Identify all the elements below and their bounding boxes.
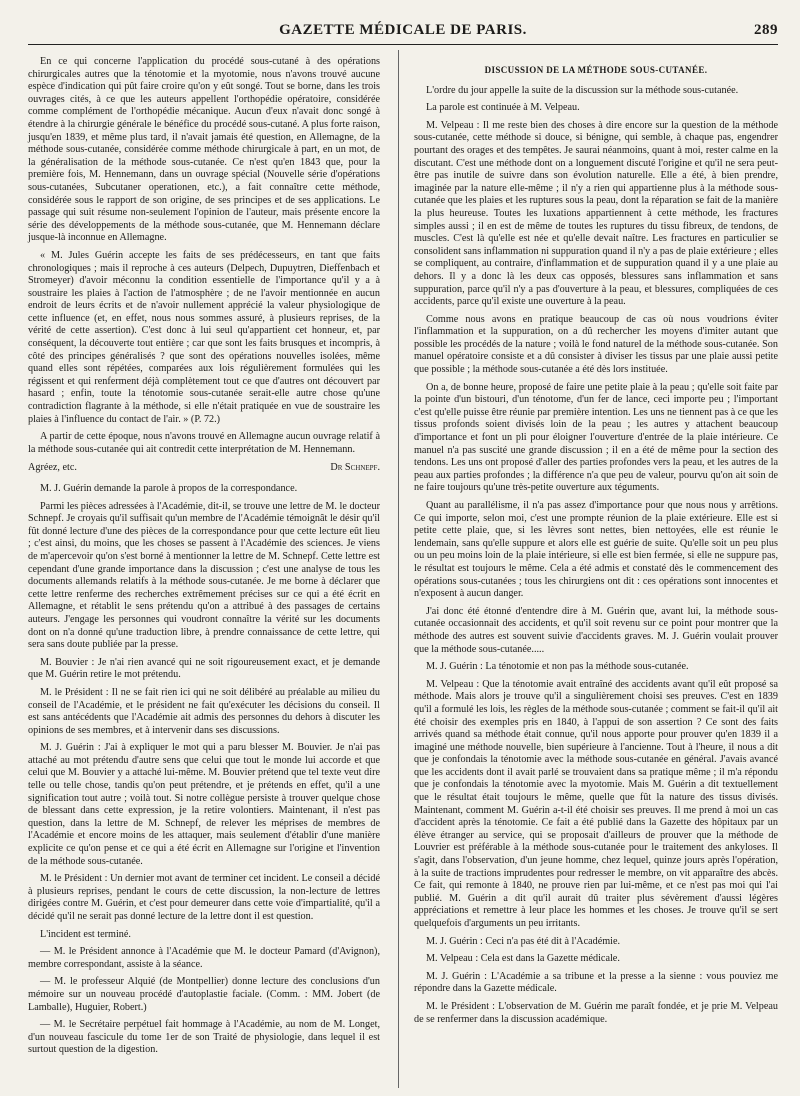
paragraph: L'incident est terminé. [40,928,131,940]
paragraph: L'ordre du jour appelle la suite de la discussion sur la méthode sous-cutanée. [426,84,739,96]
page-header [28,22,778,44]
paragraph: Quant au parallélisme, il n'a pas assez d'importance pour que nous nous y arrêtions. Ce qui importe, selon moi, c'est une prompte réunion de la plaie extérieure. Elle est si petite cette plaie, que, si les lèvres sont nettes, bien nettoyées, elle est réunie le lendemain, sans qu'elle suppure et alors elle est guérie de suite. Qu'elle soit un peu plus ou un peu moins loin de la plaie intérieure, si elle est bien fermée, si elle ne suppure pas, le résultat est toujours le même. Cela a été admis et constaté dès le commencement des opérations sous-cutanées ; tous les chirurgiens ont dit : ces opérations sont innocentes et n'exposent à aucun danger. [414,500,778,600]
paragraph: M. J. Guérin : L'Académie a sa tribune et la presse a la sienne : vous pouviez me répondre dans la Gazette médicale. [414,970,778,995]
left-column [28,56,380,1062]
paragraph: M. le Président : Un dernier mot avant de terminer cet incident. Le conseil a décidé à plusieurs reprises, pendant le cours de cette discussion, la non-lecture de lettres dirigées contre M. Guérin, et c'est pour demeurer dans cette voie d'impartialité, qu'il a décidé qu'il ne serait pas donné lecture de la lettre dont il est question. [28,873,380,922]
paragraph: Parmi les pièces adressées à l'Académie, dit-il, se trouve une lettre de M. le docteur Schnepf. Je croyais qu'il suffisait qu'un membre de l'Académie témoignât le désir qu'il fût donné lecture d'une des pièces de la correspondance pour que cette lecture eût lieu ; c'est ainsi, du moins, que les choses se passent à l'Académie des sciences. Je viens de m'apercevoir qu'on s'est borné à mentionner la lettre de M. Schnepf. Cette lettre est cependant d'une grande importance dans la discussion ; c'est une analyse de tous les documents allemands relatifs à la méthode sous-cutanée. Je me borne à déclarer que cette lettre renferme des recherches extrêmement précises sur ce qui a été écrit en Allemagne, et rétablit le sens prétendu qu'on a attribué à des passages de certains auteurs. J'engage les personnes qui voudront connaître la vérité sur les documents dont on n'a donné qu'une traduction libre, à prendre connaissance de cette lettre, qui sera sans doute publiée par la presse. [28,500,380,651]
section-title: DISCUSSION DE LA MÉTHODE SOUS-CUTANÉE. [484,65,708,75]
column-divider [398,50,399,1088]
paragraph: A partir de cette époque, nous n'avons trouvé en Allemagne aucun ouvrage relatif à la méthode sous-cutanée qui ait contredit cette interprétation de M. Hennemann. [28,431,380,455]
paragraph: M. Velpeau : Il me reste bien des choses à dire encore sur la question de la méthode sous-cutanée, cette méthode si douce, si bénigne, qui semble, à chaque pas, engendrer pourtant des orages et des tempêtes. Je saurai néanmoins, quant à moi, rester calme en la discutant. C'est une méthode dont on a longuement discuté l'origine et qu'il ne sera peut-être pas inutile de suivre dans son évolution naturelle. Elle a été, à bien prendre, imaginée par la nature elle-même ; il n'y a rien qui appartienne plus à la méthode sous-cutanée que les plaies et les ruptures sous la peau, dont la réparation se fait de la manière la plus heureuse. Toutes les luxations appartiennent à cette méthode, les fractures simples aussi ; il en est de même de toutes les ruptures du tissu fibreux, de tendons, de muscles. C'est là qu'elle est née et qu'elle devait naître. Les fractures en particulier se consolident sans inflammation ni suppuration quand il n'y a pas de plaie extérieure ; elles se compliquent, au contraire, d'inflammation et de suppuration quand il y a une plaie au dehors. Il y a donc là les deux cas opposés, blessures sans inflammation et sans suppuration, parce qu'il n'y a pas d'ouverture à la peau, et blessures, compliquées de ces accidents, parce qu'il existe une ouverture à la peau. [414,119,778,308]
paragraph: M. J. Guérin demande la parole à propos de la correspondance. [40,483,298,494]
signature: Dr Schnepf. [330,462,380,474]
paragraph: J'ai donc été étonné d'entendre dire à M. Guérin que, avant lui, la méthode sous-cutanée occasionnait des accidents, et qu'il soit revenu sur ce point pour montrer que la méthode des autres est souvent suivie d'accidents graves. M. J. Guérin voulait prouver que la méthode sous-cutanée..... [414,605,778,655]
paragraph: — M. le professeur Alquié (de Montpellier) donne lecture des conclusions d'un mémoire sur un nouveau procédé d'autoplastie faciale. (Comm. : MM. Jobert (de Lamballe), Huguier, Robert.) [28,976,380,1013]
closing-salutation: Agréez, etc. [28,462,77,474]
right-column [414,56,778,1031]
header-rule [28,44,778,45]
quoted-paragraph: « M. Jules Guérin accepte les faits de ses prédécesseurs, en tant que faits chronologiques ; mais il reproche à ces auteurs (Delpech, Dupuytren, Dieffenbach et Stromeyer) d'avoir méconnu la condition essentielle de l'importance qu'il y a à soustraire les plaies à l'action de l'atmosphère ; de ne l'avoir mentionnée en aucun endroit de leurs écrits et de n'avoir nullement apprécié la valeur physiologique de cette influence (et, en effet, nous nous sommes assuré, à plusieurs reprises, de la vérité de cette assertion). C'est donc à lui seul qu'appartient cet honneur, et, par conséquent, la découverte tout entière ; car que sont les faits brusques et incompris, à côté des principes généralisés ? que sont des opérations nouvelles isolées, même quand elles sont répétées, comparées aux lois régulièrement formulées qui les régissent et qui renferment déjà complètement tout ce que d'autres ont découvert par hasard ; enfin, toute la ténotomie sous-cutanée serait-elle autre chose qu'une contradiction flagrante à la méthode, si elle n'était pratiquée en vue de soustraire les plaies à l'influence du contact de l'air. » (P. 72.) [28,249,380,425]
paragraph: M. J. Guérin : Ceci n'a pas été dit à l'Académie. [426,935,621,947]
paragraph: La parole est continuée à M. Velpeau. [426,102,580,114]
paragraph: M. le Président : Il ne se fait rien ici qui ne soit délibéré au préalable au milieu du conseil de l'Académie, et le président ne fait qu'exécuter les décisions du conseil. Il est sans antécédents que l'Académie ait admis des personnes du dehors à discuter les opinions de ses membres, et à intervenir dans ses discussions. [28,686,380,736]
paragraph: M. Velpeau : Cela est dans la Gazette médicale. [426,953,620,965]
paragraph: — M. le Président annonce à l'Académie que M. le docteur Pamard (d'Avignon), membre correspondant, assiste à la séance. [28,946,380,970]
paragraph: M. J. Guérin : J'ai à expliquer le mot qui a paru blesser M. Bouvier. Je n'ai pas attaché au mot prétendu d'autre sens que celui que tout le monde lui accorde et que celui que M. Bouvier y a attaché lui-même. M. Bouvier prétend que tel texte veut dire telle ou telle chose, tandis qu'on peut prétendre, et je prétends en effet, qu'il a une signification tout autre ; voilà tout. Si notre collègue persiste à trouver quelque chose de blessant dans cette expression, je la retire volontiers. Maintenant, il n'est pas question, dans la lettre de M. Schnepf, de relever les méprises de membres de l'Académie et encore moins de les attaquer, mais seulement d'établir d'une manière explicite ce qu'on pense et ce qui a été écrit en Allemagne sur l'origine et l'invention de la méthode sous-cutanée. [28,742,380,867]
paragraph: — M. le Secrétaire perpétuel fait hommage à l'Académie, au nom de M. Longet, d'un nouveau fascicule du tome 1er de son Traité de physiologie, dans lequel il est surtout question de la digestion. [28,1019,380,1056]
paragraph: M. Bouvier : Je n'ai rien avancé qui ne soit rigoureusement exact, et je demande que M. Guérin retire le mot prétendu. [28,656,380,681]
paragraph: M. Velpeau : Que la ténotomie avait entraîné des accidents avant qu'il eût proposé sa méthode. Mais alors je trouve qu'il a singulièrement choisi ses preuves. C'est en 1839 qu'il a formulé les lois, les règles de la méthode sous-cutanée ; comment se fait-il qu'il ait été choisir des exemples pris en 1840, à l'appui de son assertion ? Ce sont des faits arrivés quand sa méthode était connue, qu'il nous apporte pour prouver qu'en 1839 il a imaginé une méthode nouvelle, bien supérieure à l'ancienne. Tout à l'heure, il nous a dit que je confondais la ténotomie avec la méthode sous-cutanée en général. J'avais avancé que les accidents dont il avait parlé se trouvaient dans sa pratique même ; il m'a répondu que je confondais la ténotomie avec la myotomie. Mais M. Guérin a dit textuellement que le résultat était toujours le même, quelle que fût la nature des tissus divisés. Maintenant, comment M. Guérin a-t-il été choisir ses preuves. Il me prend à moi un cas d'accident après la ténotomie. Ce fait a été publié dans la Gazette des hôpitaux par un élève étranger au service, qui se proposait d'ailleurs de prouver que la méthode de Louvrier est préférable à la méthode sous-cutanée pour le traitement des ankyloses. Il s'agit, dans l'observation, d'un jeune homme, chez lequel, quinze jours après l'opération, à la suite de tractions imprudentes pour redresser le membre, on vit apparaître des abcès. Ce fait, qui remonte à 1840, ne prouve rien par lui-même, et ce n'est pas moi qui l'ai publié. M. Guérin a dit qu'il aurait dû traiter plus sévèrement d'aussi légères appréciations et remettre à leur place les hommes et les choses. Je trouve qu'il se sert quelquefois d'arguments un peu irritants. [414,678,778,929]
signature-line [28,462,380,475]
paragraph: On a, de bonne heure, proposé de faire une petite plaie à la peau ; qu'elle soit faite par la pointe d'un bistouri, d'un ténotome, d'un fer de lance, ceci importe peu ; l'important c'est qu'elle puisse être réunie par première intention. Les uns ne tiennent pas à ce que les tissus profonds soient divisés loin de la peau ; les autres y attachent beaucoup d'importance et font un pli pour éloigner l'ouverture d'entrée de la plaie intérieure. Ce manuel n'a pas suscité une grande discussion ; il en a été de même pour la section des tendons. Les uns ont proposé d'aller des parties profondes vers la peau, et les autres de la peau aux parties profondes ; la différence n'a que peu de valeur, pourvu qu'on ait soin de ne faire toujours qu'une très-petite ouverture aux téguments. [414,381,778,494]
journal-title: GAZETTE MÉDICALE DE PARIS. [279,22,527,38]
paragraph: Comme nous avons en pratique beaucoup de cas où nous voudrions éviter l'inflammation et la suppuration, on a dû rechercher les moyens d'imiter autant que possible les procédés de la nature ; voilà le fond naturel de la méthode sous-cutanée. Son manuel opératoire consiste et a dû consister à diviser les tissus par une plaie aussi petite que possible ; la méthode sous-cutanée a été dès lors instituée. [414,313,778,376]
paragraph: M. le Président : L'observation de M. Guérin me paraît fondée, et je prie M. Velpeau de se renfermer dans la discussion académique. [414,1000,778,1025]
paragraph: En ce qui concerne l'application du procédé sous-cutané à des opérations chirurgicales autres que la ténotomie et la myotomie, nous n'avons trouvé aucune espèce d'indication qui pût faire croire qu'on y eût songé. Tout se borne, dans les trois ouvrages cités, à ce que les auteurs appellent l'orthopédie opératoire, considérée comme complément de l'orthopédie mécanique. Aucun d'eux n'avait donc songé à étendre à la chirurgie générale le bénéfice du procédé sous-cutané. A plus forte raison, jusqu'en 1839, et même plus tard, il n'avait jamais été question, en Allemagne, de la méthode sous-cutanée, considérée comme méthode chirurgicale à part, en un mot, de la généralisation de la méthode sous-cutanée. Ce n'est qu'en 1843 que, pour la première fois, M. Hennemann, dans un ouvrage spécial (Nouvelle série d'opérations sous-cutanées, Subcutaner operationen, etc.), a fait connaître cette méthode, considérée sous le rapport de son origine, de ses principes et de ses applications. Le passage qui suit résume non-seulement l'opinion de l'auteur, mais présente encore la série des développements de la méthode sous-cutanée, que M. Hennemann déclare jusque-là inconnue en Allemagne. [28,56,380,244]
page-number: 289 [754,22,778,38]
paragraph: M. J. Guérin : La ténotomie et non pas la méthode sous-cutanée. [426,661,689,673]
